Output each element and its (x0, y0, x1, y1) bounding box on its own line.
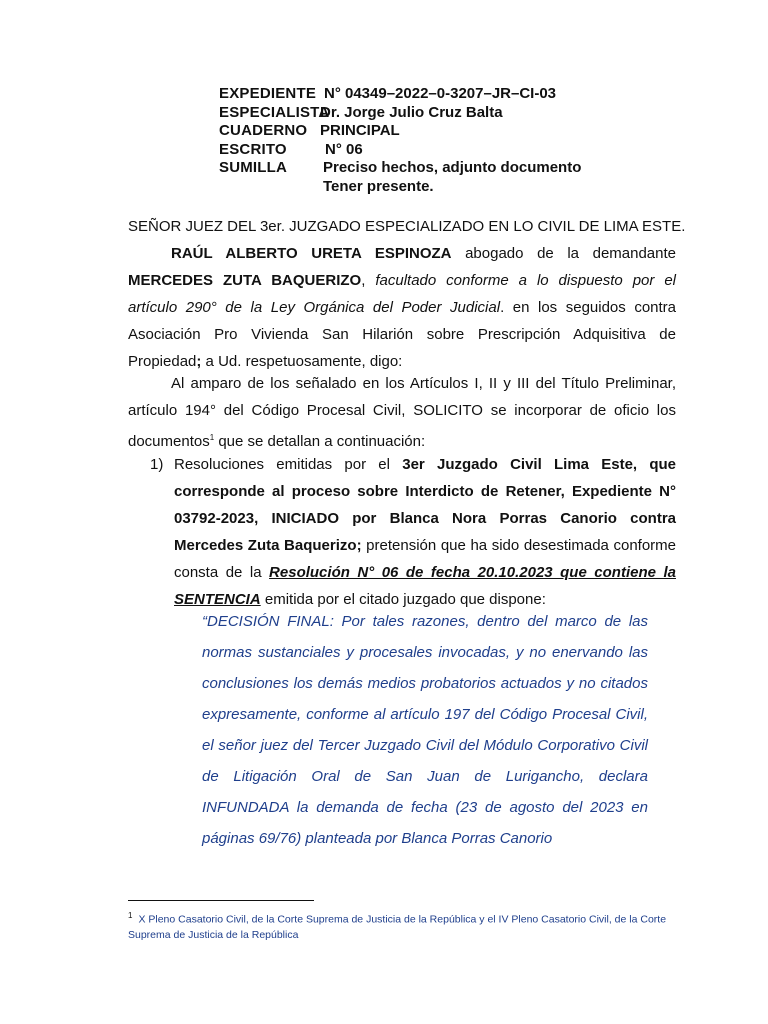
header-key: ESCRITO (219, 140, 287, 158)
intro-text: a Ud. respetuosamente, digo: (201, 353, 403, 370)
header-sumilla-continuation: Tener presente. (323, 177, 434, 195)
legal-basis: facultado conforme a lo dispuesto por el artículo 290° de la Ley Orgánica del Poder Judicial (128, 272, 677, 316)
footnote-ref: 1 (209, 433, 215, 442)
intro-text: , (361, 272, 376, 289)
header-key: CUADERNO (219, 122, 308, 139)
header-value: N° 04349–2022–0-3207–JR–CI-03 (324, 85, 557, 102)
item-court-details: 3er Juzgado Civil Lima Este, que corresponde al proceso sobre Interdicto de Retener, Expediente N° 03792-2023, INICIADO por Blanca Nora Porras Canorio contra Mercedes Zuta Baquerizo; (174, 456, 676, 554)
addressee-line: SEÑOR JUEZ DEL 3er. JUZGADO ESPECIALIZADO EN LO CIVIL DE LIMA ESTE. (128, 218, 686, 235)
header-value: PRINCIPAL (320, 122, 400, 139)
request-text: que se detallan a continuación: (214, 433, 426, 450)
list-item (128, 451, 676, 613)
item-text: Resoluciones emitidas por el (174, 456, 403, 473)
item-text: pretensión que ha sido desestimada conforme consta de la (174, 537, 677, 581)
intro-text: abogado de la demandante (451, 245, 677, 262)
intro-semicolon: ; (196, 353, 202, 370)
lawyer-name: RAÚL ALBERTO URETA ESPINOZA (171, 245, 452, 262)
list-number: 1) (150, 456, 164, 473)
header-row-sumilla (219, 159, 581, 178)
header-row-escrito (219, 141, 581, 160)
header-value: Dr. Jorge Julio Cruz Balta (320, 103, 503, 121)
header-key: ESPECIALISTA (219, 103, 330, 121)
header-row-cuaderno (219, 122, 581, 141)
footnote-divider (128, 900, 314, 901)
item-text: emitida por el citado juzgado que dispone: (260, 591, 546, 608)
resolution-reference: Resolución N° 06 de fecha 20.10.2023 que contiene la SENTENCIA (174, 564, 676, 608)
header-row-expediente (219, 85, 581, 104)
case-header (219, 85, 581, 196)
header-row-especialista (219, 104, 581, 123)
header-value: N° 06 (325, 140, 363, 158)
footnote (128, 908, 676, 943)
footnote-number: 1 (128, 911, 133, 920)
client-name: MERCEDES ZUTA BAQUERIZO (128, 272, 362, 289)
request-text: Al amparo de los señalado en los Artículos I, II y III del Título Preliminar, artículo 194° del Código Procesal Civil, SOLICITO se incorporar de oficio los documentos (128, 375, 676, 450)
header-value: Preciso hechos, adjunto documento (323, 159, 582, 176)
documents-list (128, 451, 676, 613)
header-key: EXPEDIENTE (219, 85, 317, 102)
list-item-body (174, 451, 676, 613)
header-key: SUMILLA (219, 159, 288, 176)
intro-text: . en los seguidos contra Asociación Pro Vivienda San Hilarión sobre Prescripción Adquisitiva de Propiedad (128, 299, 677, 370)
footnote-text: X Pleno Casatorio Civil, de la Corte Suprema de Justicia de la República y el IV Pleno Casatorio Civil, de la Corte Suprema de Justicia de la República (128, 913, 667, 941)
request-paragraph (128, 370, 676, 455)
intro-paragraph (128, 240, 676, 375)
sentence-quote: “DECISIÓN FINAL: Por tales razones, dentro del marco de las normas sustanciales y procesales invocadas, y no enervando las conclusiones los demás medios probatorios actuados y no citados expresamente, conforme al artículo 197 del Código Procesal Civil, el señor juez del Tercer Juzgado Civil del Módulo Corporativo Civil de Litigación Oral de San Juan de Lurigancho, declara INFUNDADA la demanda de fecha (23 de agosto del 2023 en páginas 69/76) planteada por Blanca Porras Canorio (202, 613, 648, 847)
